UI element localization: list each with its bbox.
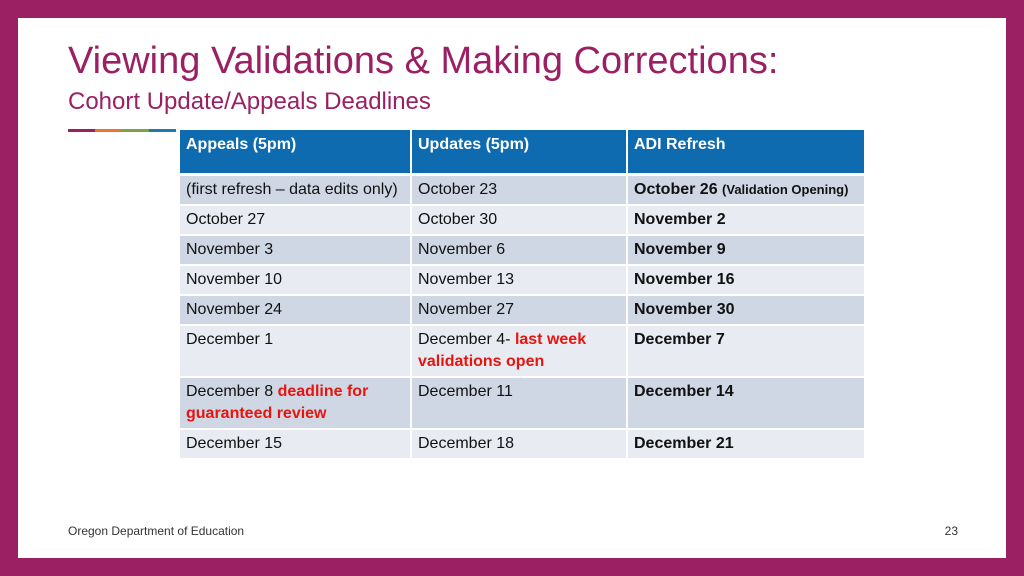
- table-row: [180, 205, 864, 235]
- appeals-date: November 24: [186, 301, 283, 318]
- cell-refresh: [627, 205, 864, 235]
- table-row: [180, 325, 864, 377]
- cell-appeals: [180, 429, 411, 458]
- cell-refresh: [627, 175, 864, 206]
- appeals-date: November 3: [186, 241, 274, 258]
- slide-subtitle: Cohort Update/Appeals Deadlines: [68, 88, 431, 115]
- cell-updates: [411, 429, 627, 458]
- refresh-date: November 16: [634, 271, 735, 288]
- refresh-date: October 26: [634, 181, 718, 198]
- table-row: [180, 377, 864, 429]
- table-body: [180, 175, 864, 459]
- slide: [18, 18, 1006, 558]
- refresh-date: December 7: [634, 331, 725, 348]
- appeals-date: November 10: [186, 271, 283, 288]
- cell-appeals: [180, 325, 411, 377]
- updates-date: November 6: [418, 241, 506, 258]
- appeals-date: December 15: [186, 435, 283, 452]
- table-row: [180, 295, 864, 325]
- updates-date: December 18: [418, 435, 515, 452]
- cell-appeals: [180, 265, 411, 295]
- cell-refresh: [627, 295, 864, 325]
- cell-appeals: [180, 377, 411, 429]
- deadlines-table: [180, 130, 864, 458]
- updates-note: last week validations open: [418, 331, 587, 370]
- updates-date: December 4-: [418, 331, 511, 348]
- updates-date: November 27: [418, 301, 515, 318]
- appeals-date: December 1: [186, 331, 274, 348]
- page-number: 23: [944, 524, 958, 538]
- header-appeals: Appeals (5pm): [180, 130, 411, 175]
- cell-refresh: [627, 429, 864, 458]
- appeals-date: (first refresh – data edits only): [186, 181, 398, 198]
- accent-segment-1: [68, 129, 95, 132]
- table-row: [180, 235, 864, 265]
- table-row: [180, 265, 864, 295]
- accent-bar: [68, 129, 176, 132]
- table-row: [180, 175, 864, 206]
- updates-date: November 13: [418, 271, 515, 288]
- cell-updates: [411, 235, 627, 265]
- cell-appeals: [180, 205, 411, 235]
- table-row: [180, 429, 864, 458]
- cell-updates: [411, 205, 627, 235]
- accent-segment-4: [149, 129, 176, 132]
- refresh-date: December 21: [634, 435, 734, 452]
- cell-updates: [411, 325, 627, 377]
- appeals-date: December 8: [186, 383, 274, 400]
- cell-updates: [411, 265, 627, 295]
- cell-appeals: [180, 235, 411, 265]
- cell-updates: [411, 295, 627, 325]
- header-updates: Updates (5pm): [411, 130, 627, 175]
- header-adi-refresh: ADI Refresh: [627, 130, 864, 175]
- cell-refresh: [627, 235, 864, 265]
- updates-date: October 23: [418, 181, 498, 198]
- updates-date: December 11: [418, 383, 513, 400]
- refresh-note: (Validation Opening): [722, 182, 849, 197]
- updates-date: October 30: [418, 211, 498, 228]
- cell-appeals: [180, 175, 411, 206]
- refresh-date: December 14: [634, 383, 734, 400]
- cell-refresh: [627, 265, 864, 295]
- accent-segment-2: [95, 129, 122, 132]
- table-header-row: [180, 130, 864, 175]
- cell-appeals: [180, 295, 411, 325]
- footer-organization: Oregon Department of Education: [68, 524, 245, 538]
- appeals-note: deadline for guaranteed review: [186, 383, 369, 422]
- cell-updates: [411, 175, 627, 206]
- refresh-date: November 2: [634, 211, 726, 228]
- appeals-date: October 27: [186, 211, 266, 228]
- refresh-date: November 9: [634, 241, 726, 258]
- cell-updates: [411, 377, 627, 429]
- refresh-date: November 30: [634, 301, 735, 318]
- slide-title: Viewing Validations & Making Corrections:: [68, 40, 779, 82]
- accent-segment-3: [122, 129, 149, 132]
- cell-refresh: [627, 325, 864, 377]
- cell-refresh: [627, 377, 864, 429]
